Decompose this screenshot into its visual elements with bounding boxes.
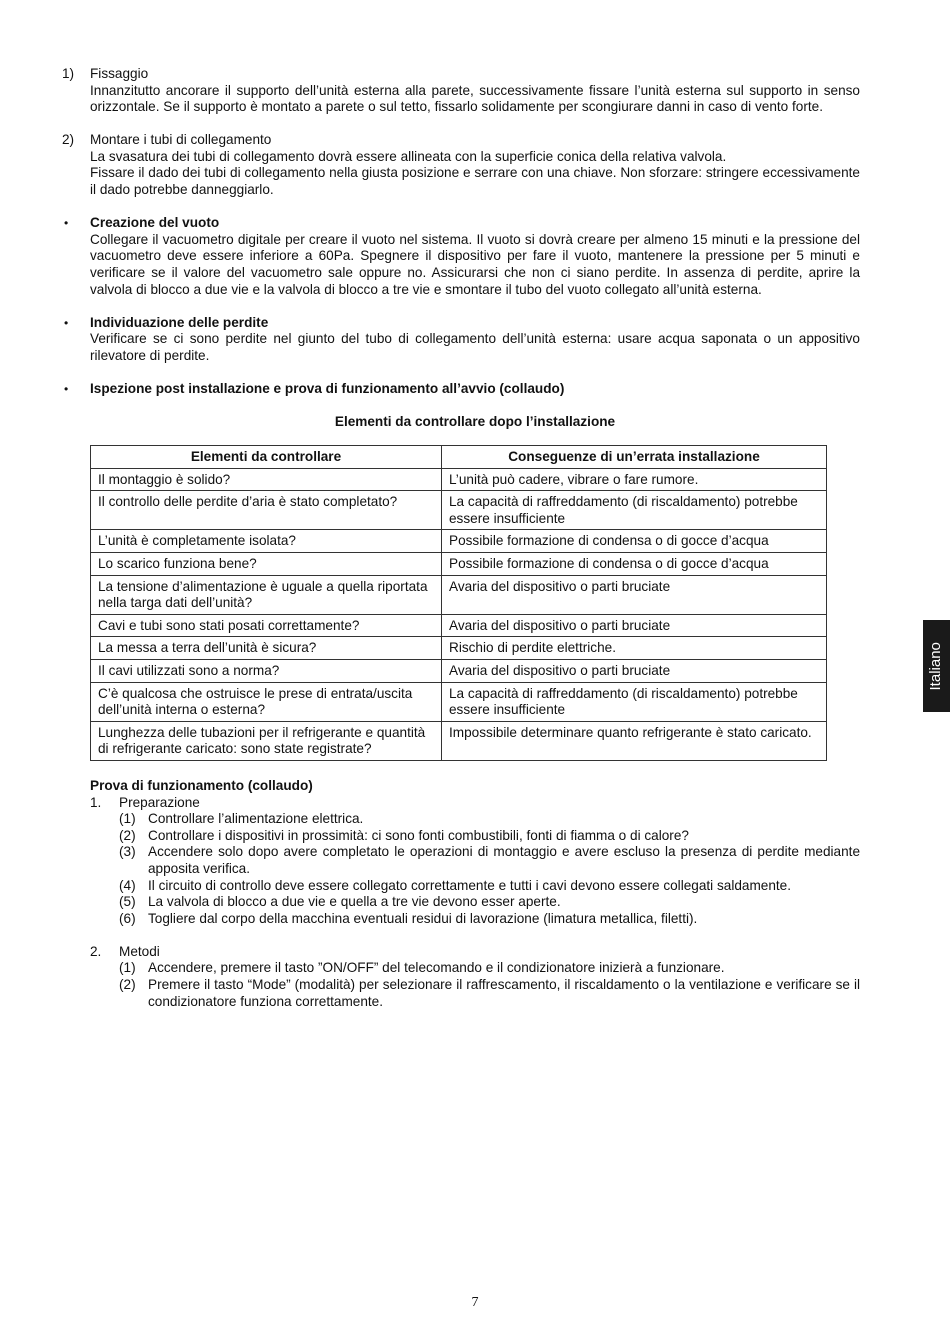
list-item (119, 878, 860, 895)
bullet: • (64, 216, 69, 231)
list-item (119, 960, 860, 977)
table-row (91, 660, 827, 683)
group-marker: 2. (90, 943, 102, 959)
section-ispezione (62, 381, 860, 398)
table-cell: Lo scarico funziona bene? (91, 553, 442, 576)
group-marker: 1. (90, 794, 102, 810)
section-tubi (62, 132, 860, 198)
prova-title: Prova di funzionamento (collaudo) (90, 778, 313, 793)
section-fissaggio (62, 66, 860, 116)
section-paragraph: Collegare il vacuometro digitale per creare il vuoto nel sistema. Il vuoto si dovrà creare per almeno 15 minuti e la pressione del vacuometro deve essere inferiore a 60Pa. Spegnere il dispositivo per fare il vuoto, mantenere la pressione per 5 minuti e verificare se il valore del vacuometro sale oppure no. Assicurarsi che non ci siano perdite. In assenza di perdite, aprire la valvola di blocco a due vie e la valvola di blocco a tre vie e smontare il tubo del vuoto collegato all’unità esterna. (90, 231, 860, 297)
checklist-table (90, 445, 827, 761)
item-text: La valvola di blocco a due vie e quella a tre vie devono esser aperte. (148, 894, 561, 910)
table-cell: Possibile formazione di condensa o di gocce d’acqua (442, 553, 827, 576)
section-title: Creazione del vuoto (90, 215, 220, 231)
section-marker: 1) (62, 66, 75, 81)
section-title: Ispezione post installazione e prova di funzionamento all’avvio (collaudo) (90, 380, 565, 396)
list-item (119, 828, 860, 845)
list-item (119, 844, 860, 877)
language-tab (923, 620, 950, 712)
table-row (91, 682, 827, 721)
table-cell: Rischio di perdite elettriche. (442, 637, 827, 660)
list-item (119, 894, 860, 911)
item-number: (1) (119, 960, 136, 976)
item-number: (6) (119, 910, 136, 926)
section-perdite (62, 315, 860, 365)
prova-section (90, 778, 860, 1010)
document-body (62, 66, 860, 1010)
table-cell: Lunghezza delle tubazioni per il refrigerante e quantità di refrigerante caricato: sono state registrate? (91, 721, 442, 760)
group-title: Metodi (119, 943, 160, 959)
prova-group-preparazione (90, 795, 860, 928)
item-text: Controllare l’alimentazione elettrica. (148, 811, 364, 827)
table-caption: Elementi da controllare dopo l’installazione (334, 413, 616, 429)
table-cell: La tensione d’alimentazione è uguale a quella riportata nella targa dati dell’unità? (91, 575, 442, 614)
item-number: (1) (119, 811, 136, 827)
language-label: Italiano (927, 641, 945, 691)
table-cell: Il montaggio è solido? (91, 468, 442, 491)
section-vuoto (62, 215, 860, 298)
list-item (119, 977, 860, 1010)
section-paragraph: Innanzitutto ancorare il supporto dell’unità esterna alla parete, successivamente fissare l’unità esterna sul supporto in senso orizzontale. Se il supporto è montato a parete o sul tetto, fissarlo solidamente per scongiurare danni in caso di vento forte. (90, 82, 860, 115)
item-text: Accendere, premere il tasto ”ON/OFF” del telecomando e il condizionatore inizierà a funzionare. (148, 960, 725, 976)
table-header: Conseguenze di un’errata installazione (442, 446, 827, 469)
table-cell: La messa a terra dell’unità è sicura? (91, 637, 442, 660)
item-text: Accendere solo dopo avere completato le operazioni di montaggio e avere escluso la presenza di perdite mediante apposita verifica. (148, 844, 860, 876)
section-title: Individuazione delle perdite (90, 314, 269, 330)
table-cell: Possibile formazione di condensa o di gocce d’acqua (442, 530, 827, 553)
table-cell: Cavi e tubi sono stati posati correttamente? (91, 614, 442, 637)
table-row (91, 721, 827, 760)
table-cell: Il controllo delle perdite d’aria è stato completato? (91, 491, 442, 530)
table-cell: Impossibile determinare quanto refrigerante è stato caricato. (442, 721, 827, 760)
prova-group-metodi (90, 944, 860, 1010)
bullet: • (64, 381, 69, 396)
section-title: Fissaggio (90, 66, 149, 81)
table-cell: L’unità può cadere, vibrare o fare rumore. (442, 468, 827, 491)
table-cell: Avaria del dispositivo o parti bruciate (442, 575, 827, 614)
table-cell: Il cavi utilizzati sono a norma? (91, 660, 442, 683)
section-marker: 2) (62, 132, 75, 148)
table-row (91, 637, 827, 660)
table-cell: Avaria del dispositivo o parti bruciate (442, 614, 827, 637)
section-paragraph: La svasatura dei tubi di collegamento dovrà essere allineata con la superficie conica della relativa valvola. (90, 148, 727, 164)
item-text: Il circuito di controllo deve essere collegato correttamente e tutti i cavi devono essere collegati saldamente. (148, 877, 792, 893)
table-row (91, 553, 827, 576)
section-paragraph: Fissare il dado dei tubi di collegamento nella giusta posizione e serrare con una chiave. Non sforzare: stringere eccessivamente il dado potrebbe danneggiarlo. (90, 165, 860, 198)
table-cell: Avaria del dispositivo o parti bruciate (442, 660, 827, 683)
table-row (91, 468, 827, 491)
table-header: Elementi da controllare (91, 446, 442, 469)
table-row (91, 491, 827, 530)
table-cell: L’unità è completamente isolata? (91, 530, 442, 553)
table-row (91, 530, 827, 553)
item-text: Togliere dal corpo della macchina eventuali residui di lavorazione (limatura metallica, filetti). (148, 910, 698, 926)
table-cell: C’è qualcosa che ostruisce le prese di entrata/uscita dell’unità interna o esterna? (91, 682, 442, 721)
list-item (119, 911, 860, 928)
table-cell: La capacità di raffreddamento (di riscaldamento) potrebbe essere insufficiente (442, 491, 827, 530)
list-item (119, 811, 860, 828)
item-number: (2) (119, 827, 136, 843)
table-header-row (91, 446, 827, 469)
section-paragraph: Verificare se ci sono perdite nel giunto del tubo di collegamento dell’unità esterna: usare acqua saponata o un appositivo rilevatore di perdite. (90, 331, 860, 363)
group-title: Preparazione (119, 794, 200, 810)
item-number: (4) (119, 877, 136, 893)
item-number: (5) (119, 894, 136, 910)
table-cell: La capacità di raffreddamento (di riscaldamento) potrebbe essere insufficiente (442, 682, 827, 721)
page-number: 7 (471, 1295, 479, 1310)
table-row (91, 614, 827, 637)
item-number: (3) (119, 844, 136, 860)
bullet: • (64, 315, 69, 330)
item-text: Premere il tasto “Mode” (modalità) per selezionare il raffrescamento, il riscaldamento o la ventilazione e verificare se il condizionatore funziona correttamente. (148, 977, 860, 1009)
item-number: (2) (119, 977, 136, 993)
table-row (91, 575, 827, 614)
item-text: Controllare i dispositivi in prossimità: ci sono fonti combustibili, fonti di fiamma o di calore? (148, 827, 689, 843)
section-title: Montare i tubi di collegamento (90, 132, 272, 148)
